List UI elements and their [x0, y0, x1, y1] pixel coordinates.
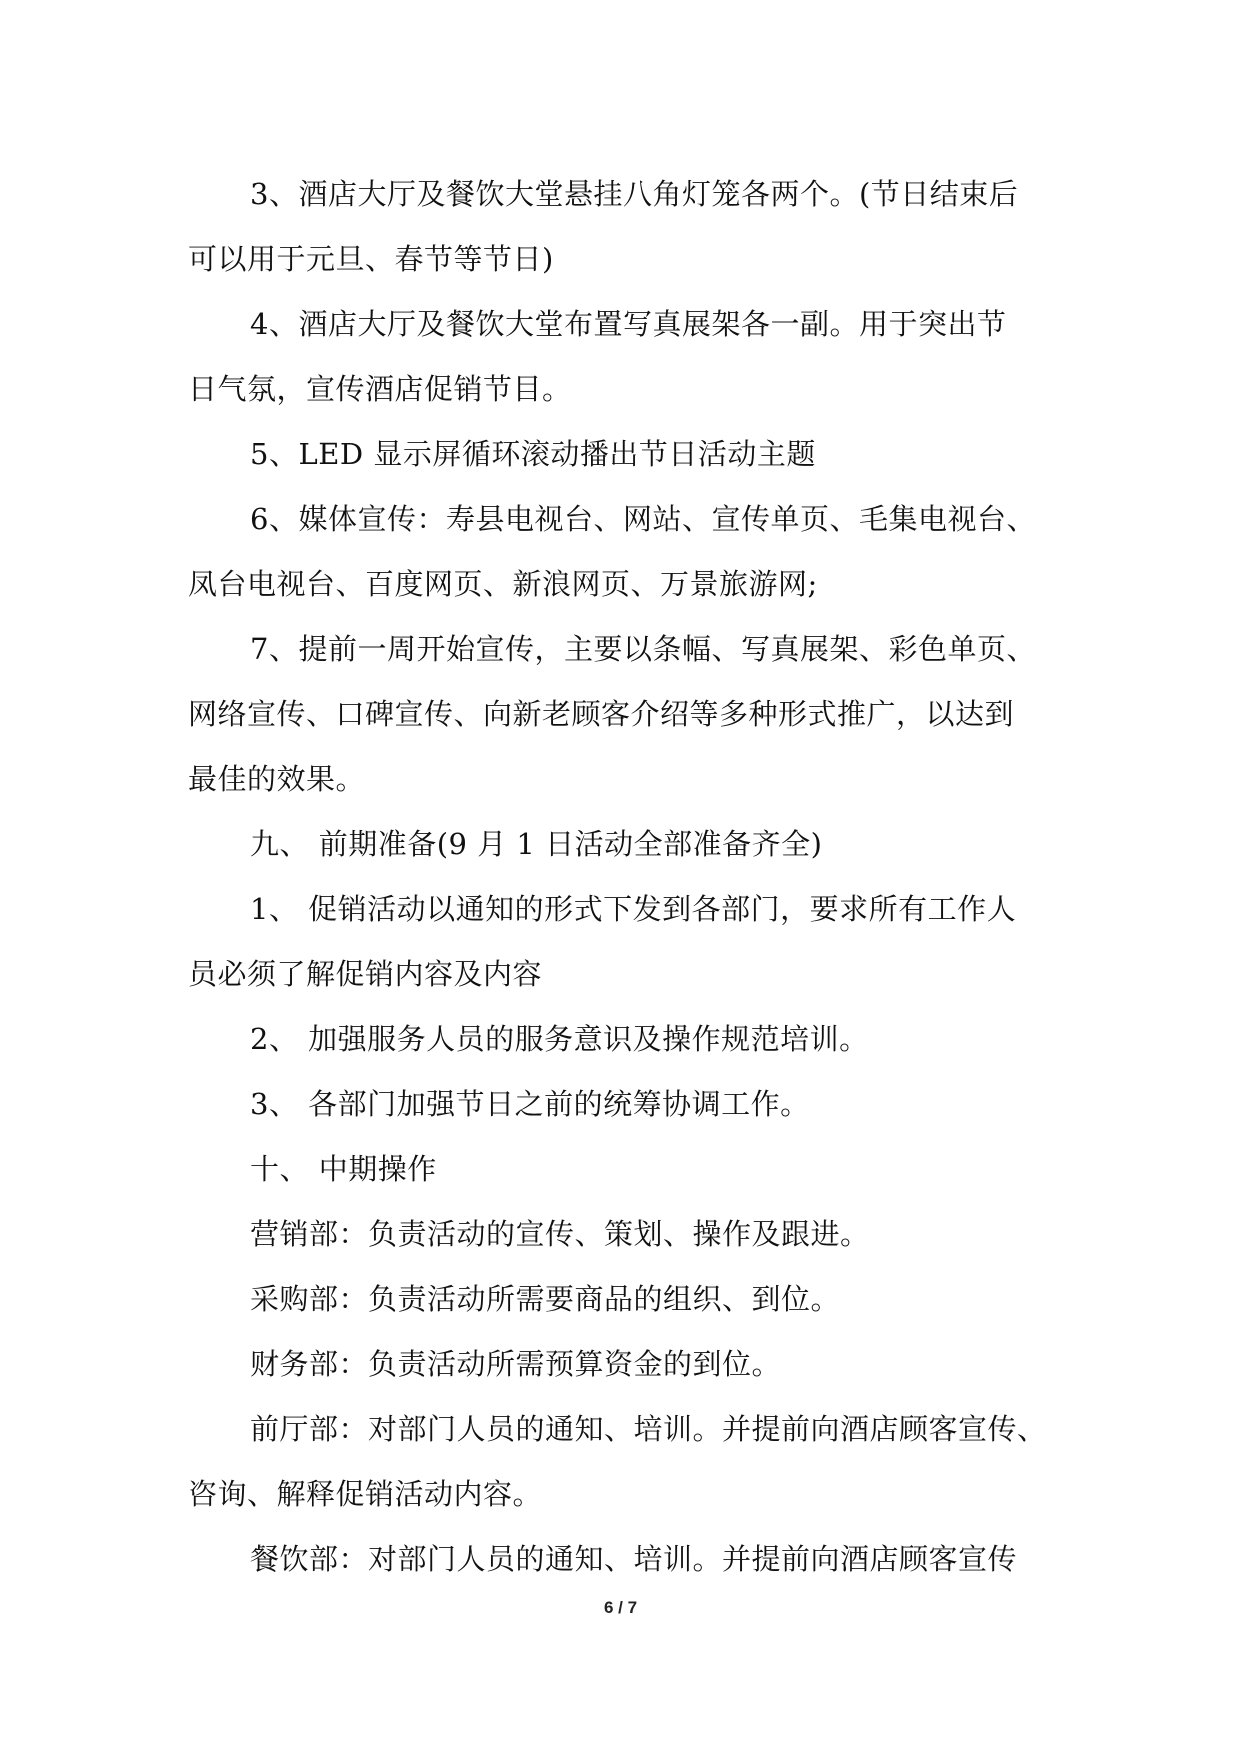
paragraph-line: 4、酒店大厅及餐饮大堂布置写真展架各一副。用于突出节 — [250, 307, 1007, 341]
paragraph-line: 餐饮部：对部门人员的通知、培训。并提前向酒店顾客宣传 — [250, 1542, 1018, 1576]
paragraph-line: 营销部：负责活动的宣传、策划、操作及跟进。 — [250, 1217, 870, 1251]
section-heading: 十、 中期操作 — [250, 1152, 437, 1186]
paragraph-line: 7、提前一周开始宣传，主要以条幅、写真展架、彩色单页、 — [250, 632, 1036, 666]
paragraph-line: 3、 各部门加强节日之前的统筹协调工作。 — [250, 1087, 810, 1121]
page-number: 6 / 7 — [603, 1598, 638, 1617]
paragraph-line: 1、 促销活动以通知的形式下发到各部门，要求所有工作人 — [250, 892, 1017, 926]
paragraph-line: 前厅部：对部门人员的通知、培训。并提前向酒店顾客宣传、 — [250, 1412, 1047, 1446]
paragraph-line: 凤台电视台、百度网页、新浪网页、万景旅游网; — [188, 567, 818, 601]
paragraph-line: 财务部：负责活动所需预算资金的到位。 — [250, 1347, 782, 1381]
paragraph-line: 网络宣传、口碑宣传、向新老顾客介绍等多种形式推广，以达到 — [188, 697, 1015, 731]
paragraph-line: 5、LED 显示屏循环滚动播出节日活动主题 — [250, 437, 816, 471]
paragraph-line: 6、媒体宣传：寿县电视台、网站、宣传单页、毛集电视台、 — [250, 502, 1036, 536]
paragraph-line: 员必须了解促销内容及内容 — [188, 957, 543, 991]
section-heading: 九、 前期准备(9 月 1 日活动全部准备齐全) — [250, 827, 823, 861]
paragraph-line: 3、酒店大厅及餐饮大堂悬挂八角灯笼各两个。(节日结束后 — [250, 177, 1019, 211]
paragraph-line: 咨询、解释促销活动内容。 — [188, 1477, 543, 1511]
paragraph-line: 采购部：负责活动所需要商品的组织、到位。 — [250, 1282, 841, 1316]
document-body — [188, 162, 1058, 1592]
paragraph-line: 2、 加强服务人员的服务意识及操作规范培训。 — [250, 1022, 869, 1056]
paragraph-line: 可以用于元旦、春节等节日) — [188, 242, 554, 276]
paragraph-line: 最佳的效果。 — [188, 762, 366, 796]
paragraph-line: 日气氛，宣传酒店促销节目。 — [188, 372, 572, 406]
